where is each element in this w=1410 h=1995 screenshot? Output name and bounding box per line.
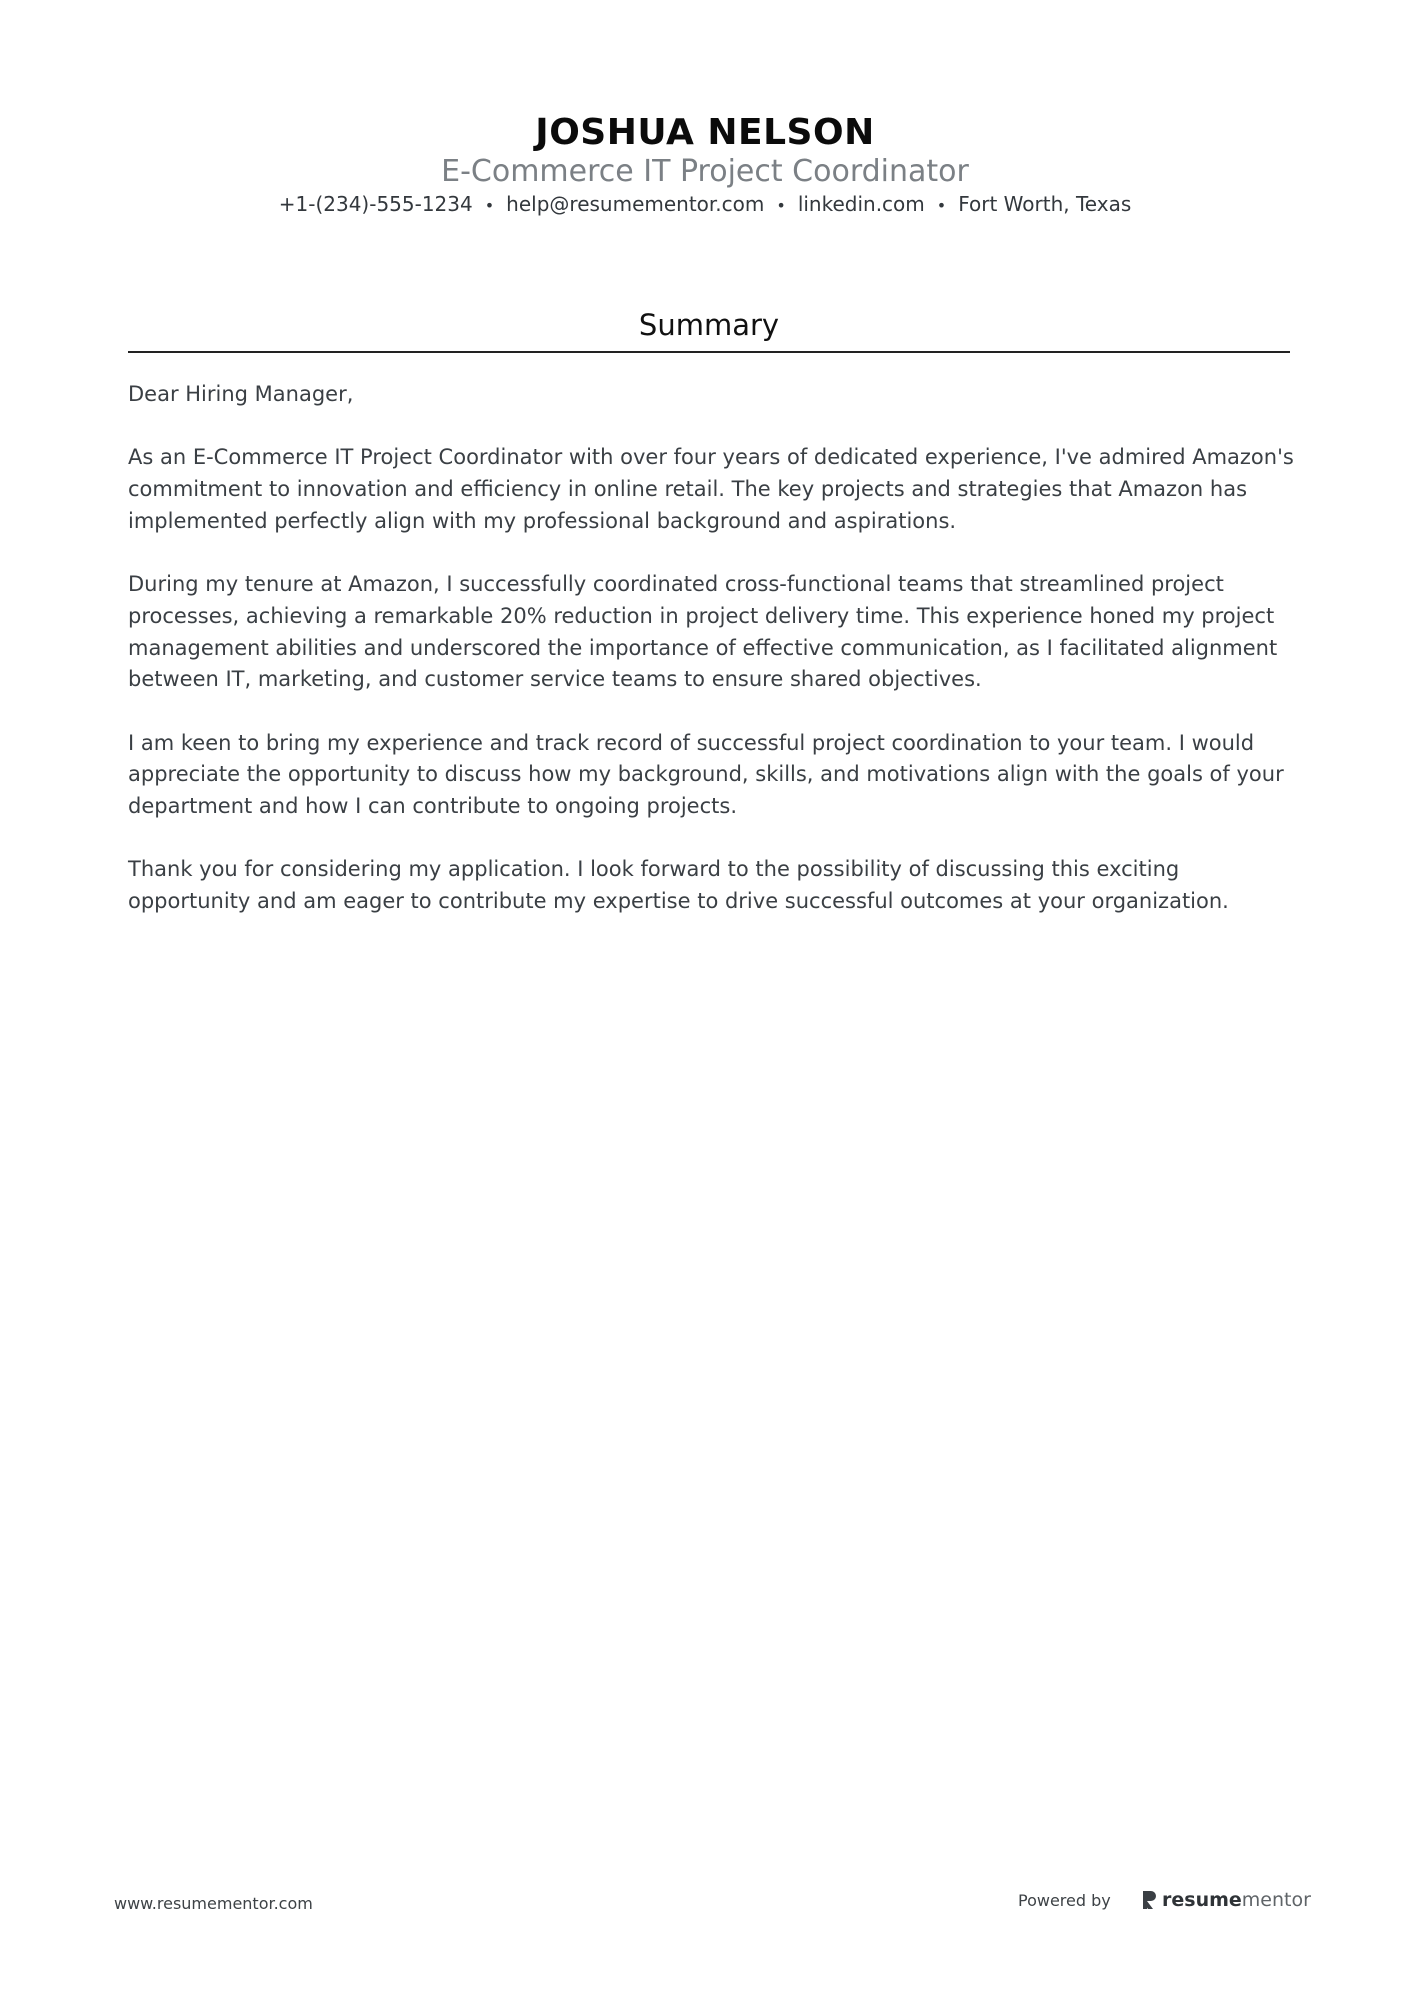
letter-paragraph: Thank you for considering my application. I look forward to the possibility of discussing this exciting opportunity and am eager to contribute my expertise to drive successful outcomes at your organization.	[128, 857, 1229, 914]
powered-by-label: Powered by	[1018, 1891, 1111, 1910]
brand-logo[interactable]	[1140, 1887, 1311, 1913]
brand-wordmark-bold: resume	[1162, 1889, 1242, 1911]
brand-wordmark-light: mentor	[1241, 1889, 1311, 1911]
letter-paragraph: During my tenure at Amazon, I successfully coordinated cross-functional teams that streamlined project processes, achieving a remarkable 20% reduction in project delivery time. This experience honed my project management abilities and underscored the importance of effective communication, as I facilitated alignment between IT, marketing, and customer service teams to ensure shared objectives.	[128, 572, 1278, 692]
contact-email[interactable]: help@resumementor.com	[506, 192, 765, 216]
resumementor-logo-icon	[1140, 1889, 1158, 1911]
footer-website-link[interactable]: www.resumementor.com	[114, 1894, 313, 1913]
contact-separator: •	[484, 196, 495, 215]
section-title: Summary	[638, 308, 780, 342]
contact-linkedin[interactable]: linkedin.com	[797, 192, 925, 216]
contact-separator: •	[776, 196, 786, 215]
section-divider	[128, 351, 1290, 353]
contact-phone: +1-(234)-555-1234	[278, 192, 473, 216]
letter-paragraph: As an E-Commerce IT Project Coordinator with over four years of dedicated experience, I've admired Amazon's commitment to innovation and efficiency in online retail. The key projects and strategies that Amazon has implemented perfectly align with my professional background and aspirations.	[128, 445, 1294, 533]
candidate-name: JOSHUA NELSON	[535, 112, 875, 153]
letter-paragraph: I am keen to bring my experience and track record of successful project coordination to your team. I would appreciate the opportunity to discuss how my background, skills, and motivations align with the goals of your department and how I can contribute to ongoing projects.	[128, 730, 1284, 819]
brand-wordmark	[1162, 1889, 1311, 1911]
contact-location: Fort Worth, Texas	[958, 192, 1132, 216]
salutation: Dear Hiring Manager,	[128, 382, 354, 406]
job-title: E-Commerce IT Project Coordinator	[441, 154, 969, 189]
contact-line	[0, 189, 1410, 221]
contact-separator: •	[936, 196, 947, 215]
letter-header	[0, 112, 1410, 221]
letter-body	[128, 379, 1298, 950]
